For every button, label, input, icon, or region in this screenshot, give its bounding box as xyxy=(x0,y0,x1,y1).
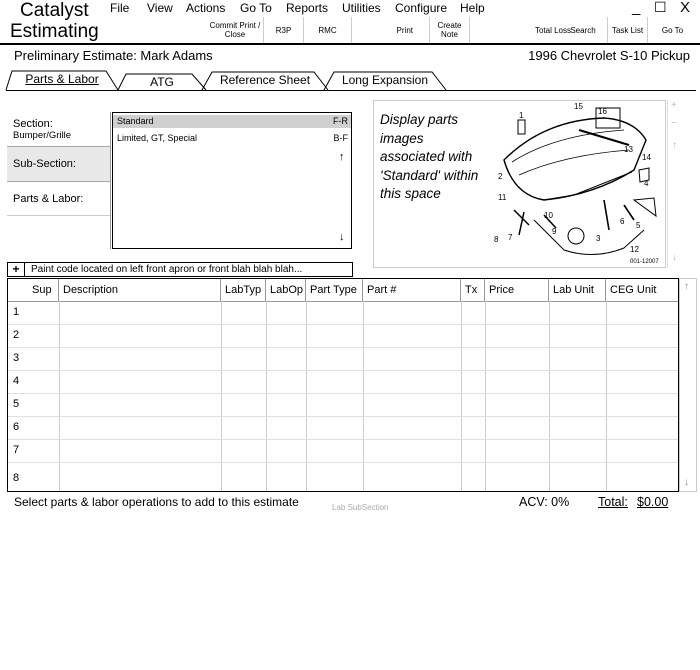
callout-15: 15 xyxy=(574,102,583,111)
arrow-up-icon[interactable]: ↑ xyxy=(672,140,677,151)
row-number[interactable]: 6 xyxy=(13,421,20,433)
callout-12: 12 xyxy=(630,245,639,254)
column-header[interactable]: Sup xyxy=(8,279,59,301)
tab-atg[interactable] xyxy=(118,70,206,88)
tab-atg-label: ATG xyxy=(150,75,174,89)
goto-button[interactable]: Go To xyxy=(647,17,697,43)
column-header[interactable]: LabTyp xyxy=(221,279,266,301)
navigation-panel xyxy=(7,112,111,249)
tab-strip xyxy=(6,70,696,92)
callout-3: 3 xyxy=(596,234,601,243)
callout-11: 11 xyxy=(498,193,507,202)
column-header[interactable]: Price xyxy=(485,279,549,301)
menu-actions[interactable]: Actions xyxy=(186,1,226,15)
section-label: Section: xyxy=(13,118,53,130)
row-number[interactable]: 1 xyxy=(13,306,20,318)
subsection-list xyxy=(112,112,352,249)
menu-configure[interactable]: Configure xyxy=(395,1,448,15)
row-number[interactable]: 5 xyxy=(13,398,20,410)
add-note-button[interactable]: + xyxy=(8,263,25,276)
list-item-code: B-F xyxy=(333,133,348,143)
column-header[interactable]: Part # xyxy=(363,279,461,301)
parts-labor-item[interactable] xyxy=(7,182,110,216)
callout-1: 1 xyxy=(519,111,524,120)
estimate-title: Preliminary Estimate: Mark Adams xyxy=(14,48,213,63)
task-list-button[interactable]: Task List xyxy=(607,17,647,43)
vehicle-label: 1996 Chevrolet S-10 Pickup xyxy=(528,48,690,63)
subsection-item[interactable] xyxy=(7,146,110,182)
row-number[interactable]: 4 xyxy=(13,375,20,387)
callout-5: 5 xyxy=(636,221,641,230)
section-value: Bumper/Grille xyxy=(13,130,72,141)
menu-utilities[interactable]: Utilities xyxy=(342,1,381,15)
row-number[interactable]: 2 xyxy=(13,329,20,341)
column-header[interactable]: Description xyxy=(59,279,221,301)
subsection-label: Sub-Section: xyxy=(13,158,76,170)
header-divider xyxy=(0,43,700,45)
arrow-down-icon[interactable]: ↓ xyxy=(339,231,345,243)
minus-icon[interactable]: − xyxy=(671,118,677,129)
row-number[interactable]: 8 xyxy=(13,472,20,484)
menu-file[interactable]: File xyxy=(110,1,130,15)
column-header[interactable]: Tx xyxy=(461,279,485,301)
list-item-code: F-R xyxy=(333,116,348,126)
menu-reports[interactable]: Reports xyxy=(286,1,329,15)
tab-baseline xyxy=(6,90,696,91)
arrow-up-icon[interactable]: ↑ xyxy=(339,151,345,163)
total-value: $0.00 xyxy=(637,495,669,509)
search-button[interactable]: Search xyxy=(570,25,596,35)
column-header[interactable]: Part Type xyxy=(306,279,363,301)
print-button[interactable]: Print xyxy=(351,17,429,43)
row-number[interactable]: 3 xyxy=(13,352,20,364)
menu-view[interactable]: View xyxy=(147,1,173,15)
callout-4: 4 xyxy=(644,179,649,188)
callout-16: 16 xyxy=(598,107,607,116)
callout-2: 2 xyxy=(498,172,503,181)
menu-goto[interactable]: Go To xyxy=(240,1,272,15)
row-number[interactable]: 7 xyxy=(13,444,20,456)
callout-10: 10 xyxy=(544,211,553,220)
app-title xyxy=(10,0,105,42)
close-button[interactable]: X xyxy=(680,0,691,16)
list-item[interactable] xyxy=(113,132,351,145)
app-title-line1: Catalyst xyxy=(20,0,89,21)
note-bar[interactable] xyxy=(7,262,353,277)
r3p-button[interactable]: R3P xyxy=(263,17,303,43)
tab-reference-sheet-label: Reference Sheet xyxy=(219,73,311,87)
status-subsection-label: Lab SubSection xyxy=(332,503,389,512)
plus-icon[interactable]: + xyxy=(671,100,677,111)
tab-parts-labor-label: Parts & Labor xyxy=(25,72,99,86)
diagram-id: 001-12007 xyxy=(630,259,659,265)
status-message: Select parts & labor operations to add to this estimate xyxy=(14,495,299,509)
image-placeholder-text: Display parts images associated with 'Standard' within this space xyxy=(380,112,479,201)
total-loss-button[interactable]: Total Loss xyxy=(469,17,601,43)
arrow-down-icon[interactable]: ↓ xyxy=(672,252,677,263)
menu-help[interactable]: Help xyxy=(460,1,485,15)
tab-parts-labor[interactable] xyxy=(6,70,118,88)
commit-print-close-button[interactable]: Commit Print / Close xyxy=(209,21,261,39)
acv-value: ACV: 0% xyxy=(519,495,570,509)
rmc-button[interactable]: RMC xyxy=(303,17,351,43)
callout-9: 9 xyxy=(552,227,557,236)
list-item-name: Standard xyxy=(117,116,154,126)
image-scrollbar[interactable] xyxy=(667,100,685,268)
list-item[interactable] xyxy=(113,115,351,128)
callout-7: 7 xyxy=(508,233,513,242)
callout-13: 13 xyxy=(624,145,633,154)
parts-labor-label: Parts & Labor: xyxy=(13,193,84,205)
callout-6: 6 xyxy=(620,217,625,226)
create-note-button[interactable]: Create Note xyxy=(429,17,469,43)
callout-8: 8 xyxy=(494,235,499,244)
arrow-up-icon[interactable]: ↑ xyxy=(684,281,689,292)
column-header[interactable]: CEG Unit xyxy=(610,284,657,296)
hood-parts-diagram xyxy=(484,100,666,268)
column-header[interactable]: Lab Unit xyxy=(549,279,606,301)
column-header[interactable]: LabOp xyxy=(266,279,306,301)
callout-14: 14 xyxy=(642,153,651,162)
list-item-name: Limited, GT, Special xyxy=(117,133,198,143)
app-title-line2: Estimating xyxy=(10,21,99,42)
tab-long-expansion-label: Long Expansion xyxy=(341,73,429,87)
tab-reference-sheet[interactable] xyxy=(202,70,328,88)
note-text: Paint code located on left front apron or front blah blah blah... xyxy=(31,264,303,275)
minimize-button[interactable]: _ xyxy=(632,0,641,16)
toolbar xyxy=(107,17,697,43)
parts-labor-grid xyxy=(7,278,679,492)
tab-long-expansion[interactable] xyxy=(324,70,446,88)
arrow-down-icon[interactable]: ↓ xyxy=(684,477,689,488)
grid-scrollbar[interactable] xyxy=(679,278,697,492)
section-item[interactable] xyxy=(7,112,110,146)
restore-button[interactable]: ☐ xyxy=(654,0,667,15)
total-label: Total: xyxy=(598,495,628,509)
